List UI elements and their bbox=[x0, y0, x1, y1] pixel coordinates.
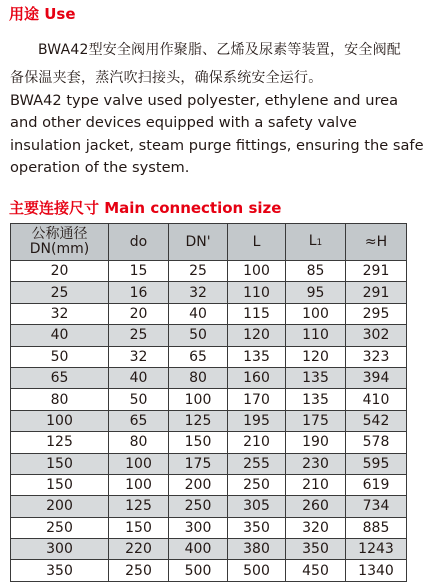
cell-l: 255 bbox=[228, 453, 286, 474]
cell-do: 65 bbox=[109, 410, 169, 431]
cell-do: 16 bbox=[109, 282, 169, 303]
cell-do: 80 bbox=[109, 432, 169, 453]
cell-h: 1340 bbox=[346, 560, 407, 581]
table-body bbox=[11, 261, 407, 582]
table-row bbox=[11, 282, 407, 303]
table-row bbox=[11, 432, 407, 453]
use-heading: 用途 Use bbox=[9, 5, 76, 23]
cell-do: 250 bbox=[109, 560, 169, 581]
cell-h: 295 bbox=[346, 303, 407, 324]
cell-dn-prime: 250 bbox=[169, 496, 228, 517]
table-row bbox=[11, 325, 407, 346]
table-row bbox=[11, 346, 407, 367]
header-l1-main: L bbox=[308, 232, 317, 249]
cell-h: 410 bbox=[346, 389, 407, 410]
table-row bbox=[11, 539, 407, 560]
header-nominal-diameter bbox=[11, 224, 109, 261]
table-row bbox=[11, 474, 407, 495]
cell-dn-prime: 25 bbox=[169, 261, 228, 282]
header-dn-label-unit: DN(mm) bbox=[29, 241, 90, 257]
cell-dn: 100 bbox=[11, 410, 109, 431]
chinese-description: BWA42型安全阀用作聚脂、乙烯及尿素等装置，安全阀配备保温夹套，蒸汽吹扫接头，确保系统安全运行。 bbox=[10, 42, 401, 86]
cell-l1: 175 bbox=[286, 410, 346, 431]
header-h: ≈H bbox=[346, 224, 407, 261]
table-header-row bbox=[11, 224, 407, 261]
cell-dn: 65 bbox=[11, 367, 109, 388]
cell-l: 110 bbox=[228, 282, 286, 303]
cell-dn: 32 bbox=[11, 303, 109, 324]
cell-dn: 80 bbox=[11, 389, 109, 410]
cell-l1: 260 bbox=[286, 496, 346, 517]
cell-dn: 25 bbox=[11, 282, 109, 303]
cell-l1: 190 bbox=[286, 432, 346, 453]
cell-do: 15 bbox=[109, 261, 169, 282]
cell-dn: 20 bbox=[11, 261, 109, 282]
cell-l: 195 bbox=[228, 410, 286, 431]
cell-dn-prime: 400 bbox=[169, 539, 228, 560]
cell-dn-prime: 175 bbox=[169, 453, 228, 474]
cell-dn-prime: 80 bbox=[169, 367, 228, 388]
cell-l: 500 bbox=[228, 560, 286, 581]
cell-l: 115 bbox=[228, 303, 286, 324]
header-dn-prime: DN' bbox=[169, 224, 228, 261]
cell-l1: 320 bbox=[286, 517, 346, 538]
connection-size-heading: 主要连接尺寸 Main connection size bbox=[9, 199, 282, 217]
cell-l1: 350 bbox=[286, 539, 346, 560]
cell-l: 250 bbox=[228, 474, 286, 495]
table-row bbox=[11, 517, 407, 538]
table-row bbox=[11, 389, 407, 410]
cell-dn: 350 bbox=[11, 560, 109, 581]
cell-l1: 450 bbox=[286, 560, 346, 581]
cell-dn-prime: 500 bbox=[169, 560, 228, 581]
cell-l: 210 bbox=[228, 432, 286, 453]
table-row bbox=[11, 261, 407, 282]
cell-h: 302 bbox=[346, 325, 407, 346]
cell-do: 220 bbox=[109, 539, 169, 560]
cell-h: 578 bbox=[346, 432, 407, 453]
cell-l: 170 bbox=[228, 389, 286, 410]
cell-do: 100 bbox=[109, 474, 169, 495]
cell-l1: 135 bbox=[286, 389, 346, 410]
cell-l: 120 bbox=[228, 325, 286, 346]
table-row bbox=[11, 303, 407, 324]
cell-h: 595 bbox=[346, 453, 407, 474]
cell-do: 150 bbox=[109, 517, 169, 538]
cell-l1: 110 bbox=[286, 325, 346, 346]
table-row bbox=[11, 410, 407, 431]
cell-l: 350 bbox=[228, 517, 286, 538]
cell-l1: 135 bbox=[286, 367, 346, 388]
cell-dn-prime: 50 bbox=[169, 325, 228, 346]
cell-h: 734 bbox=[346, 496, 407, 517]
table-row bbox=[11, 367, 407, 388]
cell-l1: 120 bbox=[286, 346, 346, 367]
table-row bbox=[11, 560, 407, 581]
cell-l1: 85 bbox=[286, 261, 346, 282]
cell-do: 40 bbox=[109, 367, 169, 388]
cell-dn-prime: 200 bbox=[169, 474, 228, 495]
cell-dn-prime: 40 bbox=[169, 303, 228, 324]
cell-do: 32 bbox=[109, 346, 169, 367]
table-row bbox=[11, 496, 407, 517]
cell-dn: 300 bbox=[11, 539, 109, 560]
cell-dn: 150 bbox=[11, 474, 109, 495]
header-l: L bbox=[228, 224, 286, 261]
cell-l: 305 bbox=[228, 496, 286, 517]
cell-do: 50 bbox=[109, 389, 169, 410]
cell-dn: 50 bbox=[11, 346, 109, 367]
cell-dn-prime: 100 bbox=[169, 389, 228, 410]
cell-dn: 125 bbox=[11, 432, 109, 453]
cell-do: 20 bbox=[109, 303, 169, 324]
cell-l1: 230 bbox=[286, 453, 346, 474]
cell-dn-prime: 125 bbox=[169, 410, 228, 431]
cell-l1: 100 bbox=[286, 303, 346, 324]
cell-l: 380 bbox=[228, 539, 286, 560]
header-l1-subscript: 1 bbox=[316, 237, 323, 248]
cell-dn: 200 bbox=[11, 496, 109, 517]
cell-dn-prime: 32 bbox=[169, 282, 228, 303]
header-l1 bbox=[286, 224, 346, 261]
cell-dn-prime: 300 bbox=[169, 517, 228, 538]
cell-do: 125 bbox=[109, 496, 169, 517]
cell-l: 160 bbox=[228, 367, 286, 388]
cell-dn: 250 bbox=[11, 517, 109, 538]
cell-l1: 210 bbox=[286, 474, 346, 495]
cell-h: 394 bbox=[346, 367, 407, 388]
cell-h: 323 bbox=[346, 346, 407, 367]
cell-dn: 150 bbox=[11, 453, 109, 474]
cell-l: 100 bbox=[228, 261, 286, 282]
connection-size-table bbox=[10, 223, 407, 582]
header-dn-label-cn: 公称通径 bbox=[31, 226, 88, 242]
cell-l1: 95 bbox=[286, 282, 346, 303]
cell-do: 25 bbox=[109, 325, 169, 346]
cell-do: 100 bbox=[109, 453, 169, 474]
cell-h: 619 bbox=[346, 474, 407, 495]
cell-h: 1243 bbox=[346, 539, 407, 560]
english-description: BWA42 type valve used polyester, ethylene and urea and other devices equipped with a safety valve insulation jacket, steam purge fittings, ensuring the safe operation of the system. bbox=[10, 92, 424, 176]
cell-dn-prime: 65 bbox=[169, 346, 228, 367]
cell-dn-prime: 150 bbox=[169, 432, 228, 453]
cell-l: 135 bbox=[228, 346, 286, 367]
table-row bbox=[11, 453, 407, 474]
cell-h: 291 bbox=[346, 282, 407, 303]
cell-h: 885 bbox=[346, 517, 407, 538]
cell-dn: 40 bbox=[11, 325, 109, 346]
header-do: do bbox=[109, 224, 169, 261]
cell-h: 542 bbox=[346, 410, 407, 431]
cell-h: 291 bbox=[346, 261, 407, 282]
